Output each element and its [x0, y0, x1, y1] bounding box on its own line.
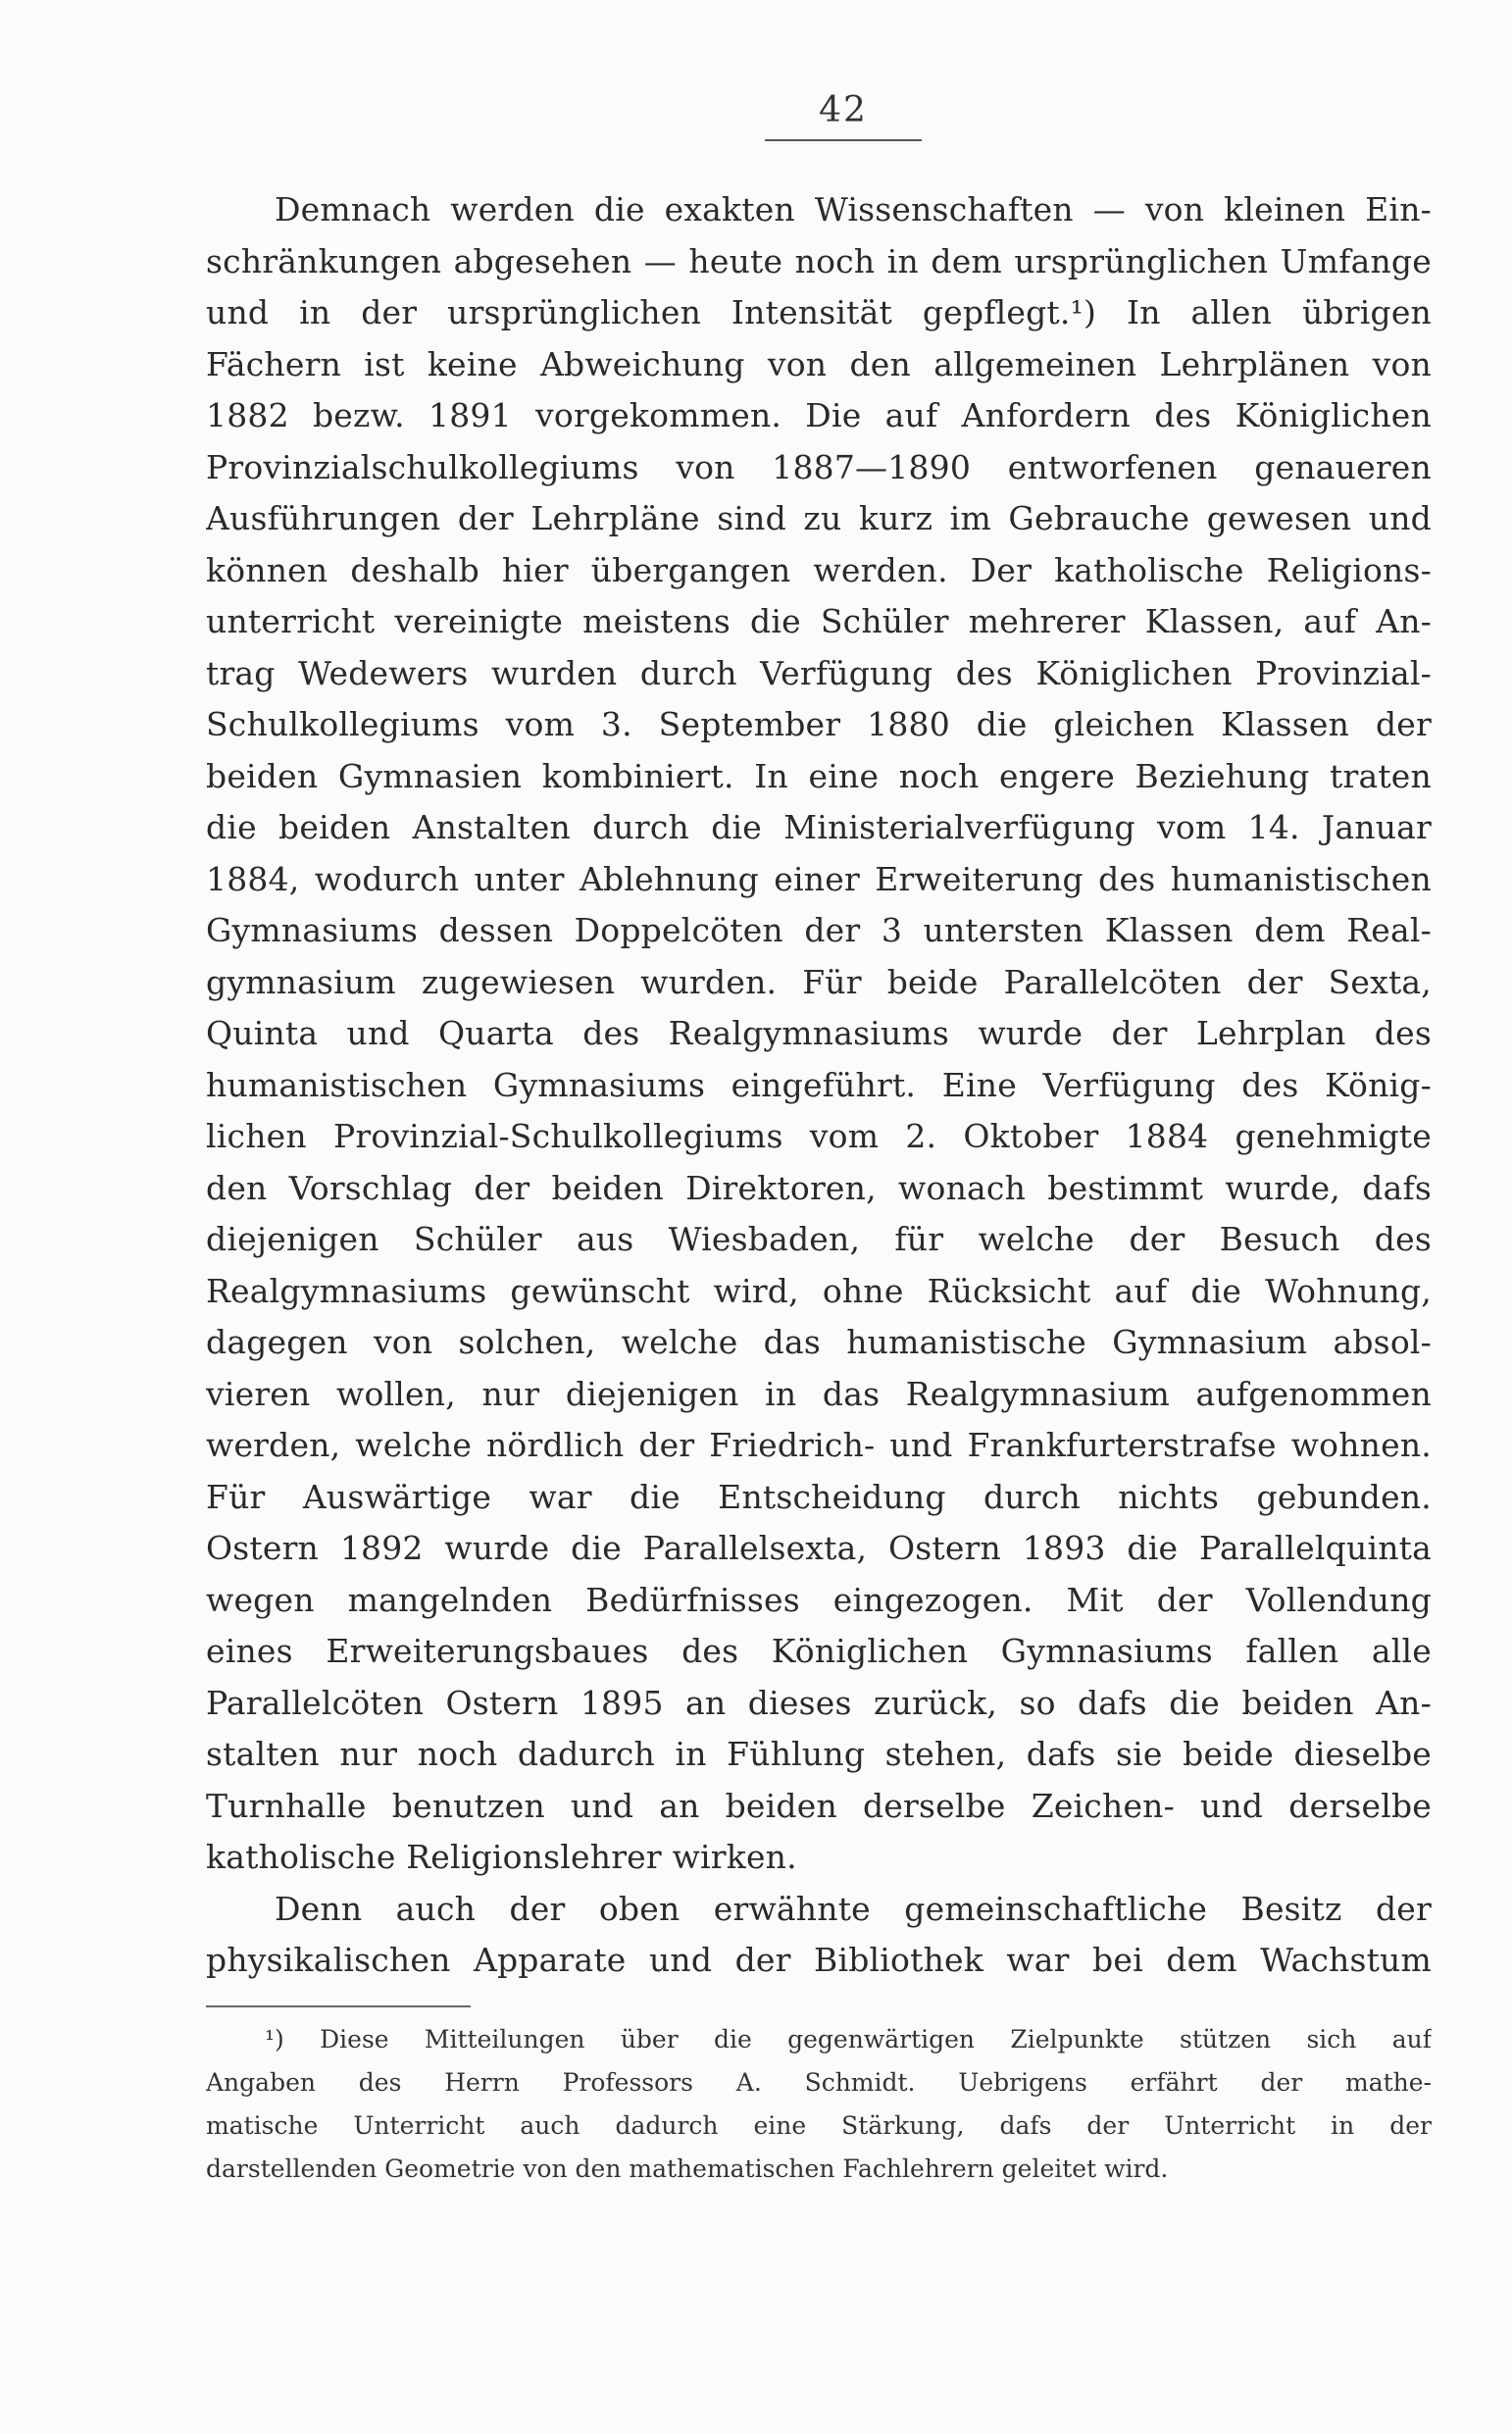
footnotes	[206, 2018, 1432, 2191]
footnote-line: ¹) Diese Mitteilungen über die gegenwärtigen Zielpunkte stützen sich auf	[265, 2025, 1432, 2054]
text-line: die beiden Anstalten durch die Ministerialverfügung vom 14. Januar	[206, 808, 1432, 846]
text-line: diejenigen Schüler aus Wiesbaden, für welche der Besuch des	[206, 1220, 1432, 1258]
text-line: Denn auch der oben erwähnte gemeinschaftliche Besitz der	[275, 1889, 1432, 1928]
text-line: Fächern ist keine Abweichung von den allgemeinen Lehrplänen von	[206, 344, 1432, 383]
footnote-rule	[206, 2005, 471, 2007]
text-line: Ausführungen der Lehrpläne sind zu kurz im Gebrauche gewesen und	[206, 499, 1432, 537]
body-text	[206, 184, 1432, 1987]
text-line: Realgymnasiums gewünscht wird, ohne Rücksicht auf die Wohnung,	[206, 1271, 1432, 1310]
text-line: schränkungen abgesehen — heute noch in dem ursprünglichen Umfange	[206, 241, 1432, 280]
text-line: dagegen von solchen, welche das humanistische Gymnasium absol-	[206, 1323, 1432, 1361]
text-line: katholische Religionslehrer wirken.	[206, 1838, 797, 1876]
footnote-line: matische Unterricht auch dadurch eine Stärkung, dafs der Unterricht in der	[206, 2111, 1432, 2140]
page-number-rule	[765, 139, 922, 141]
text-line: unterricht vereinigte meistens die Schüler mehrerer Klassen, auf An-	[206, 602, 1432, 640]
text-line: eines Erweiterungsbaues des Königlichen Gymnasiums fallen alle	[206, 1632, 1432, 1670]
text-line: Provinzialschulkollegiums von 1887—1890 entworfenen genaueren	[206, 447, 1432, 486]
text-line: physikalischen Apparate und der Bibliothek war bei dem Wachstum	[206, 1941, 1432, 1979]
text-line: wegen mangelnden Bedürfnisses eingezogen. Mit der Vollendung	[206, 1580, 1432, 1619]
page-number: 42	[819, 90, 868, 130]
text-line: Für Auswärtige war die Entscheidung durch nichts gebunden.	[206, 1477, 1432, 1516]
text-line: gymnasium zugewiesen wurden. Für beide Parallelcöten der Sexta,	[206, 962, 1432, 1001]
text-line: Demnach werden die exakten Wissenschaften — von kleinen Ein-	[275, 190, 1432, 228]
text-line: stalten nur noch dadurch in Fühlung stehen, dafs sie beide dieselbe	[206, 1735, 1432, 1773]
text-line: werden, welche nördlich der Friedrich- und Frankfurterstrafse wohnen.	[206, 1426, 1432, 1464]
text-line: beiden Gymnasien kombiniert. In eine noch engere Beziehung traten	[206, 756, 1432, 795]
footnote-line: darstellenden Geometrie von den mathematischen Fachlehrern geleitet wird.	[206, 2155, 1169, 2183]
text-line: Ostern 1892 wurde die Parallelsexta, Ostern 1893 die Parallelquinta	[206, 1529, 1432, 1567]
text-line: lichen Provinzial-Schulkollegiums vom 2. Oktober 1884 genehmigte	[206, 1117, 1432, 1155]
text-line: 1882 bezw. 1891 vorgekommen. Die auf Anfordern des Königlichen	[206, 396, 1432, 434]
text-line: Parallelcöten Ostern 1895 an dieses zurück, so dafs die beiden An-	[206, 1683, 1432, 1722]
text-line: vieren wollen, nur diejenigen in das Realgymnasium aufgenommen	[206, 1374, 1432, 1413]
text-line: 1884, wodurch unter Ablehnung einer Erweiterung des humanistischen	[206, 859, 1432, 898]
text-line: trag Wedewers wurden durch Verfügung des Königlichen Provinzial-	[206, 653, 1432, 692]
text-line: Gymnasiums dessen Doppelcöten der 3 untersten Klassen dem Real-	[206, 911, 1432, 949]
text-line: und in der ursprünglichen Intensität gepflegt.¹) In allen übrigen	[206, 293, 1432, 331]
text-line: humanistischen Gymnasiums eingeführt. Eine Verfügung des König-	[206, 1065, 1432, 1104]
text-line: Turnhalle benutzen und an beiden derselbe Zeichen- und derselbe	[206, 1786, 1432, 1825]
text-line: Schulkollegiums vom 3. September 1880 die gleichen Klassen der	[206, 705, 1432, 743]
footnote-line: Angaben des Herrn Professors A. Schmidt. Uebrigens erfährt der mathe-	[206, 2068, 1432, 2097]
text-line: können deshalb hier übergangen werden. Der katholische Religions-	[206, 550, 1432, 589]
text-line: Quinta und Quarta des Realgymnasiums wurde der Lehrplan des	[206, 1014, 1432, 1052]
text-line: den Vorschlag der beiden Direktoren, wonach bestimmt wurde, dafs	[206, 1168, 1432, 1207]
